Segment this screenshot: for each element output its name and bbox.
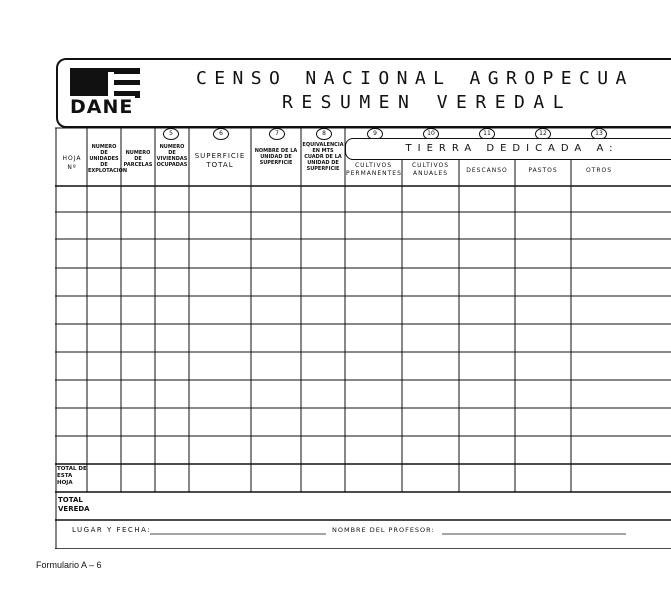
total-vereda-label: TOTAL VEREDA bbox=[58, 496, 90, 513]
signature-lines bbox=[150, 532, 626, 536]
col-viviendas: NUMERO DE VIVIENDAS OCUPADAS bbox=[156, 144, 188, 168]
census-table bbox=[55, 126, 671, 549]
total-esta-hoja-label: TOTAL DE ESTA HOJA bbox=[57, 466, 87, 486]
col-num-11: 11 bbox=[479, 128, 495, 140]
col-permanentes: CULTIVOS PERMANENTES bbox=[346, 162, 402, 177]
tierra-dedicada-header: TIERRA DEDICADA A: bbox=[345, 138, 671, 160]
form-id: Formulario A – 6 bbox=[36, 560, 102, 570]
logo-text: DANE bbox=[70, 96, 134, 118]
nombre-profesor-label: NOMBRE DEL PROFESOR: bbox=[332, 526, 435, 534]
lugar-fecha-label: LUGAR Y FECHA: bbox=[72, 526, 152, 534]
col-num-12: 12 bbox=[535, 128, 551, 140]
col-anuales: CULTIVOS ANUALES bbox=[411, 162, 450, 177]
col-equivalencia: EQUIVALENCIA EN MTS CUADR DE LA UNIDAD DE SUPERFICIE bbox=[302, 142, 344, 172]
col-parcelas: NUMERO DE PARCELAS bbox=[123, 150, 153, 168]
col-nombre-unidad: NOMBRE DE LA UNIDAD DE SUPERFICIE bbox=[254, 148, 298, 166]
form-title: CENSO NACIONAL AGROPECUA bbox=[196, 68, 634, 89]
col-otros: OTROS bbox=[585, 167, 613, 174]
col-descanso: DESCANSO bbox=[466, 167, 508, 174]
col-num-7: 7 bbox=[269, 128, 285, 140]
form-subtitle: RESUMEN VEREDAL bbox=[282, 92, 573, 113]
col-num-5: 5 bbox=[163, 128, 179, 140]
col-superficie: SUPERFICIE TOTAL bbox=[194, 152, 246, 169]
col-num-9: 9 bbox=[367, 128, 383, 140]
table-lines bbox=[55, 126, 671, 549]
col-pastos: PASTOS bbox=[528, 167, 558, 174]
col-hoja: HOJA Nº bbox=[62, 155, 82, 171]
col-num-8: 8 bbox=[316, 128, 332, 140]
col-num-13: 13 bbox=[591, 128, 607, 140]
col-unidades: NUMERO DE UNIDADES DE EXPLOTACION bbox=[88, 144, 128, 174]
col-num-10: 10 bbox=[423, 128, 439, 140]
col-num-6: 6 bbox=[213, 128, 229, 140]
